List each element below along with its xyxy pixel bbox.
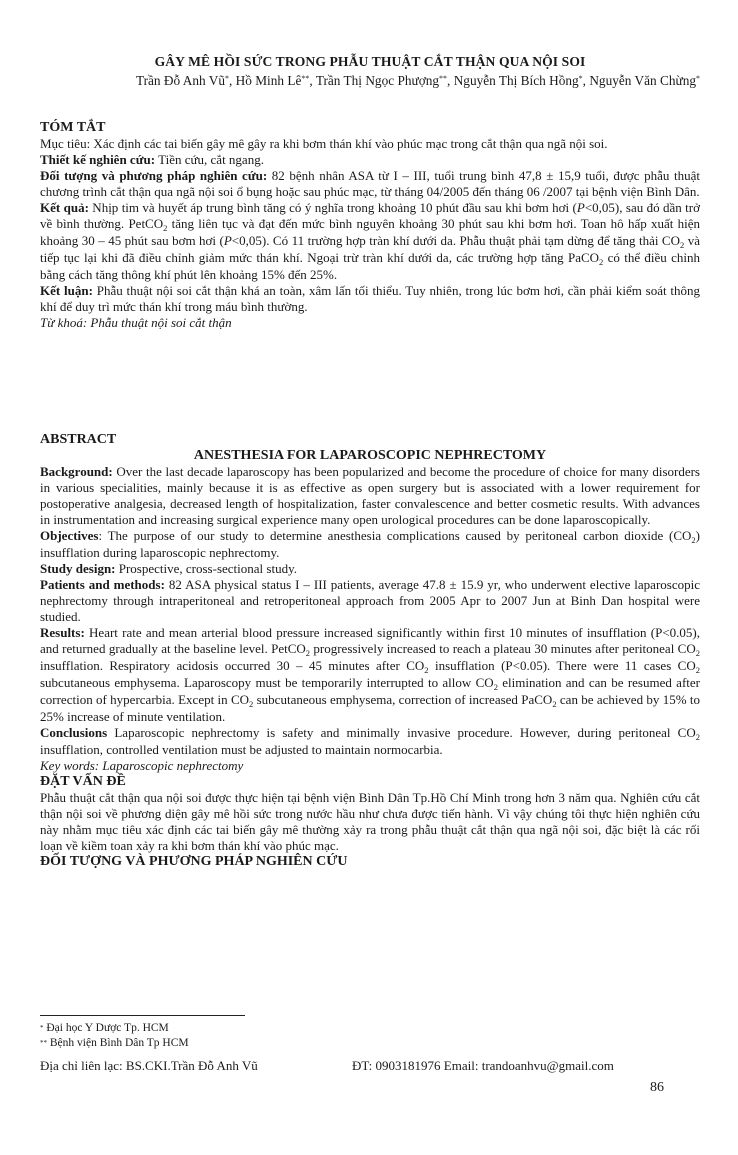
footnote-divider: [40, 1015, 245, 1016]
footnote-mark: *: [40, 1024, 44, 1032]
author: Hồ Minh Lê: [235, 73, 302, 88]
label: Results:: [40, 625, 85, 640]
affiliation-mark: *: [224, 74, 229, 83]
label: Conclusions: [40, 725, 108, 740]
subscript: 2: [680, 240, 685, 250]
subscript: 2: [552, 699, 557, 709]
text: <0,05), sau đó dần trở về bình thường. PetCO: [40, 200, 701, 231]
text: insufflation. Respiratory acidosis occurred 30 – 45 minutes after CO: [40, 658, 425, 673]
label: Kết quả:: [40, 200, 89, 215]
author: Nguyễn Văn Chừng: [589, 73, 696, 88]
footnote-2: [40, 1036, 189, 1050]
subscript: 2: [695, 732, 700, 742]
page-number: 86: [650, 1080, 664, 1095]
subscript: 2: [163, 223, 168, 233]
design-paragraph: [40, 561, 700, 577]
label: Study design:: [40, 561, 116, 576]
text: Laparoscopic nephrectomy is safety and minimally invasive procedure. However, during peritoneal CO: [107, 725, 696, 740]
text: P: [223, 233, 232, 248]
text: can be achieved by 15% to 25% increase of minute ventilation.: [40, 692, 701, 724]
footnote-mark: **: [40, 1039, 47, 1047]
author-list: Trần Đỗ Anh Vũ*, Hồ Minh Lê**, Trần Thị Ngọc Phượng**, Nguyễn Thị Bích Hồng*, Nguyễn Văn Chừng*: [135, 73, 700, 88]
text: Phẫu thuật nội soi cắt thận khá an toàn, xâm lấn tối thiểu. Tuy nhiên, trong lúc bơm hơi, cần phải kiểm soát thông khí để duy trì mức thán khí trong máu bình thường.: [40, 283, 700, 314]
text: Nhịp tim và huyết áp trung bình tăng có ý nghĩa trong khoảng 10 phút đầu sau khi bơm hơi (: [88, 200, 577, 215]
results-paragraph: [40, 625, 700, 725]
paper-title: GÂY MÊ HỒI SỨC TRONG PHẪU THUẬT CẮT THẬN QUA NỘI SOI: [154, 54, 586, 69]
text: Bệnh viện Bình Dân Tp HCM: [47, 1037, 189, 1049]
text: Tiền cứu, cắt ngang.: [155, 152, 264, 167]
label: Patients and methods:: [40, 577, 165, 592]
label: Background:: [40, 464, 113, 479]
subscript: 2: [305, 648, 311, 658]
background-paragraph: [40, 464, 700, 528]
text: subcutaneous emphysema. Laparoscopy must be temporarily interrupted to allow CO: [40, 675, 494, 690]
text: subcutaneous emphysema, correction of increased PaCO: [253, 692, 553, 707]
affiliation-mark: **: [301, 74, 310, 83]
text: và tiếp tục lại khi đã điều chỉnh giảm mức thán khí. Ngoại trừ tràn khí dưới da, các trường hợp tăng PaCO: [40, 233, 700, 265]
objective-paragraph: Mục tiêu: Xác định các tai biến gây mê gây ra khi bơm thán khí vào phúc mạc trong cắt thận qua ngã nội soi.: [40, 136, 608, 151]
vietnamese-summary: [40, 120, 700, 331]
text: insufflation, controlled ventilation must be adjusted to maintain normocarbia.: [40, 742, 443, 757]
text: Over the last decade laparoscopy has been popularized and become the procedure of choice for many disorders in various specialities, mainly because it is as effective as open surgery but is associated with a lower requirement for postoperative analgesia, decreased length of hospitalization, faster convalescence and better cosmetic results. With advances in instrumentation and increasing surgical experience many open urological procedures can be done laparoscopically.: [40, 464, 700, 527]
footnote-1: [40, 1021, 169, 1035]
subscript: 2: [493, 682, 498, 692]
section-heading-abstract: ABSTRACT: [40, 432, 117, 447]
author: Trần Thị Ngọc Phượng: [315, 73, 440, 88]
author: Nguyễn Thị Bích Hồng: [453, 73, 579, 88]
section-heading-tom-tat: TÓM TẮT: [40, 120, 106, 135]
label: Thiết kế nghiên cứu:: [40, 152, 156, 167]
text: P: [576, 200, 585, 215]
label: Đối tượng và phương pháp nghiên cứu:: [40, 168, 268, 183]
text: có thể điều chỉnh bằng cách tăng thông khí phút lên khoảng 15% đến 25%.: [40, 250, 700, 282]
section-heading-doi-tuong: ĐỐI TƯỢNG VÀ PHƯƠNG PHÁP NGHIÊN CỨU: [40, 854, 348, 869]
text: Heart rate and mean arterial blood pressure increased significantly within first 10 minutes of insufflation (P<0.05), and returned gradually at the baseline level. PetCO: [40, 625, 700, 656]
affiliation-mark: *: [696, 74, 700, 83]
conclusions-paragraph: [40, 725, 700, 758]
subscript: 2: [599, 257, 604, 267]
contact-phone-email: ĐT: 0903181976 Email: trandoanhvu@gmail.com: [352, 1058, 614, 1073]
subjects-paragraph: [40, 168, 700, 200]
text: : The purpose of our study to determine anesthesia complications caused by peritoneal carbon dioxide (CO: [98, 528, 692, 543]
contact-address: Địa chỉ liên lạc: BS.CKI.Trần Đỗ Anh Vũ: [40, 1058, 258, 1073]
subscript: 2: [424, 665, 429, 675]
label: Kết luận:: [40, 283, 93, 298]
introduction-paragraph: Phẫu thuật cắt thận qua nội soi được thực hiện tại bệnh viện Bình Dân Tp.Hồ Chí Minh trong hơn 3 năm qua. Nghiên cứu cắt thận nội soi về phương diện gây mê hồi sức trong nước hầu như chưa được tiến hành. Vì vậy chúng tôi thực hiện nghiên cứu này nhằm mục tiêu xác định các tai biến gây mê thường xảy ra trong phẫu thuật cắt thận qua ngã nội soi, đặc biệt là các rối loạn về kiềm toan xảy ra khi bơm thán khí vào phúc mạc.: [40, 790, 700, 853]
author: Trần Đỗ Anh Vũ: [135, 73, 225, 88]
text: 82 bệnh nhân ASA từ I – III, tuổi trung bình 47,8 ± 15,9 tuổi, được phẫu thuật chương trình cắt thận qua ngã nội soi ổ bụng hoặc sau phúc mạc, từ tháng 04/2005 đến tháng 06 /2007 tại bệnh viện Bình Dân.: [40, 168, 700, 199]
text: <0,05). Có 11 trường hợp tràn khí dưới da. Phẫu thuật phải tạm dừng để tăng thải CO: [231, 233, 680, 248]
subscript: 2: [249, 699, 254, 709]
text: Đại học Y Dược Tp. HCM: [43, 1022, 169, 1034]
text: ) insufflation during laparoscopic nephrectomy.: [40, 528, 700, 560]
text: Prospective, cross-sectional study.: [115, 561, 297, 576]
text: 82 ASA physical status I – III patients, average 47.8 ± 15.9 yr, who underwent elective laparoscopic nephrectomy through intraperitoneal and retroperitoneal approach from 2005 Apr to 2007 Jun at Binh Dan hospital were studied.: [40, 577, 700, 624]
objectives-paragraph: [40, 528, 700, 561]
text: tăng liên tục và đạt đến mức bình nguyên khoảng 30 phút sau khi bơm hơi. Toan hô hấp xuất hiện khoảng 30 – 45 phút sau bơm hơi (: [40, 216, 700, 248]
results-paragraph: [40, 200, 700, 283]
patients-paragraph: [40, 577, 700, 625]
subscript: 2: [695, 648, 700, 658]
design-paragraph: [40, 152, 700, 168]
text: elimination and can be resumed after correction of hypercarbia. Except in CO: [40, 675, 700, 707]
contact-line: [40, 1058, 710, 1074]
abstract-title: ANESTHESIA FOR LAPAROSCOPIC NEPHRECTOMY: [193, 448, 547, 463]
keywords-en: Key words: Laparoscopic nephrectomy: [40, 758, 244, 773]
keywords-vi: Từ khoá: Phẫu thuật nội soi cắt thận: [40, 315, 232, 330]
section-heading-dat-van-de: ĐẶT VẤN ĐỀ: [40, 774, 126, 789]
text: progressively increased to reach a plateau 30 minutes after peritoneal CO: [310, 641, 696, 656]
english-abstract: [40, 432, 700, 870]
text: insufflation (P<0.05). There were 11 cases CO: [428, 658, 696, 673]
label: Objectives: [40, 528, 99, 543]
conclusion-paragraph: [40, 283, 700, 315]
subscript: 2: [695, 665, 700, 675]
subscript: 2: [691, 535, 696, 545]
affiliation-mark: *: [578, 74, 583, 83]
affiliation-mark: **: [439, 74, 448, 83]
